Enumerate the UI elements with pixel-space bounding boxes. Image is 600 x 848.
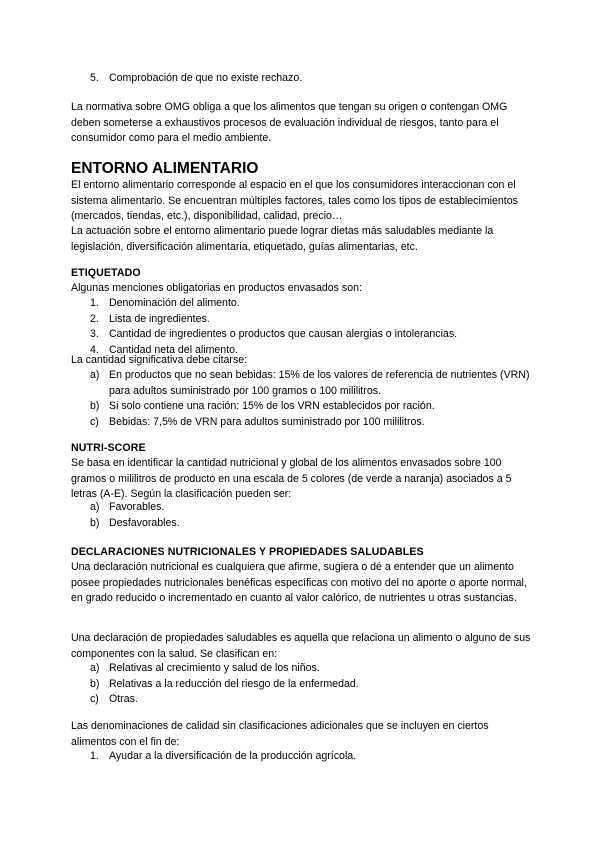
cantidad-intro: La cantidad significativa debe citarse: <box>71 354 248 366</box>
list-marker: a) <box>90 662 100 674</box>
declaraciones-paragraph-2: Una declaración de propiedades saludables es aquella que relaciona un alimento o alguno de sus componentes con la salud. Se clasifican en: <box>71 632 531 660</box>
nutriscore-paragraph: Se basa en identificar la cantidad nutricional y global de los alimentos envasados sobre 100 gramos o mililitros de producto en una escala de 5 colores (de verde a naranja) asociados a 5 letras (A-E). Según la clasificación pueden ser: <box>71 457 512 501</box>
intro-list <box>90 71 530 87</box>
list-item <box>90 516 530 532</box>
list-item-text: Cantidad neta del alimento. <box>109 343 238 356</box>
list-marker: c) <box>90 693 99 706</box>
list-marker: b) <box>90 400 100 413</box>
list-marker: 5. <box>90 72 99 84</box>
etiquetado-intro: Algunas menciones obligatorias en productos envasados son: <box>71 282 362 294</box>
cantidad-list <box>90 368 535 430</box>
list-item-text: Favorables. <box>109 501 165 513</box>
list-item-text: En productos que no sean bebidas: 15% de los valores de referencia de nutrientes (VRN) para adultos suministrado por 100 gramos o 100 mililitros. <box>109 369 530 397</box>
list-marker: 2. <box>90 312 99 325</box>
list-item-text: Cantidad de ingredientes o productos que causan alergias o intolerancias. <box>109 328 458 341</box>
list-item <box>90 296 530 312</box>
list-marker: b) <box>90 677 100 690</box>
list-marker: 1. <box>90 750 99 762</box>
section-title-entorno: ENTORNO ALIMENTARIO <box>71 160 259 177</box>
section-title-etiquetado: ETIQUETADO <box>71 267 141 279</box>
list-item <box>90 368 535 399</box>
list-item-text: Relativas al crecimiento y salud de los niños. <box>109 662 320 674</box>
list-item <box>90 415 535 431</box>
list-marker: c) <box>90 415 99 428</box>
nutriscore-list <box>90 500 530 531</box>
list-marker: b) <box>90 516 100 529</box>
list-item-text: Desfavorables. <box>109 516 180 529</box>
entorno-paragraph-1: El entorno alimentario corresponde al espacio en el que los consumidores interaccionan con el sistema alimentario. Se encuentran múltiples factores, tales como los tipos de establecimientos (mercados, tiendas, etc.), disponibilidad, calidad, precio… <box>71 179 518 223</box>
list-item-text: Bebidas: 7,5% de VRN para adultos suministrado por 100 mililitros. <box>109 415 425 428</box>
entorno-paragraph-2: La actuación sobre el entorno alimentario puede lograr dietas más saludables mediante la legislación, diversificación alimentaria, etiquetado, guías alimentarias, etc. <box>71 225 494 253</box>
list-item-text: Lista de ingredientes. <box>109 312 210 325</box>
list-item <box>90 500 530 516</box>
list-item-text: Comprobación de que no existe rechazo. <box>109 72 303 84</box>
list-item <box>90 692 530 708</box>
list-marker: a) <box>90 369 100 381</box>
intro-paragraph: La normativa sobre OMG obliga a que los alimentos que tengan su origen o contengan OMG deben someterse a exhaustivos procesos de evaluación individual de riesgos, tanto para el consumidor como para el medio ambiente. <box>71 101 508 145</box>
list-item <box>90 312 530 328</box>
list-item <box>90 661 530 677</box>
list-item-text: Si solo contiene una ración: 15% de los VRN establecidos por ración. <box>109 400 435 413</box>
section-title-nutriscore: NUTRI-SCORE <box>71 442 146 454</box>
list-marker: 1. <box>90 297 99 309</box>
etiquetado-list <box>90 296 530 358</box>
list-item <box>90 399 535 415</box>
section-title-declaraciones: DECLARACIONES NUTRICIONALES Y PROPIEDADES SALUDABLES <box>71 546 424 558</box>
list-item <box>90 327 530 343</box>
calidad-list <box>90 749 530 765</box>
list-marker: a) <box>90 501 100 513</box>
declaraciones-paragraph-1: Una declaración nutricional es cualquiera que afirme, sugiera o dé a entender que un alimento posee propiedades nutricionales benéficas específicas con motivo del no aporte o aporte normal, en grado reducido o incrementado en cuanto al valor calórico, de nutrientes u otras sustancias. <box>71 561 527 605</box>
list-marker: 3. <box>90 328 99 341</box>
list-marker: 4. <box>90 343 99 356</box>
list-item-text: Relativas a la reducción del riesgo de la enfermedad. <box>109 677 359 690</box>
list-item-text: Otras. <box>109 693 138 706</box>
list-item <box>90 71 530 87</box>
list-item-text: Ayudar a la diversificación de la producción agrícola. <box>109 750 357 762</box>
list-item-text: Denominación del alimento. <box>109 297 240 309</box>
declaraciones-paragraph-3: Las denominaciones de calidad sin clasificaciones adicionales que se incluyen en ciertos alimentos con el fin de: <box>71 720 489 748</box>
list-item <box>90 677 530 693</box>
declaraciones-list <box>90 661 530 708</box>
list-item <box>90 749 530 765</box>
